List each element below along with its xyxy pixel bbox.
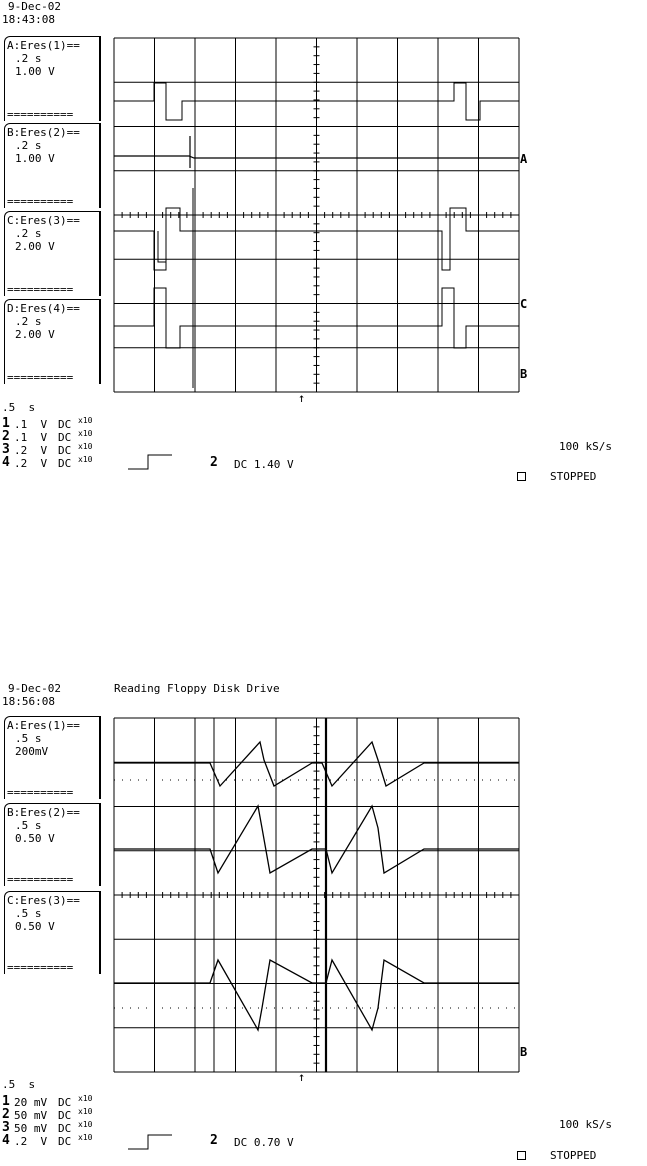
trace-panel-separator: ==========	[7, 873, 74, 886]
trace-tag-b: B	[520, 1045, 528, 1059]
trigger-channel: 2	[210, 1133, 218, 1148]
trace-panel-header: A:Eres(1)==	[7, 719, 80, 732]
channel-coupling: DC	[58, 418, 72, 431]
trace-panel-time: .5 s	[15, 907, 42, 920]
channel-scale: .2 V	[14, 457, 48, 470]
probe-factor: x10	[78, 1133, 93, 1142]
waveform-display[interactable]	[114, 38, 519, 392]
capture-title: Reading Floppy Disk Drive	[114, 682, 280, 695]
trace-tag-b: B	[520, 367, 528, 381]
trigger-level: DC 0.70 V	[234, 1136, 294, 1149]
trace-panel-time: .2 s	[15, 315, 42, 328]
trace-panel-volts: 0.50 V	[15, 832, 55, 845]
trace-tag-c: C	[520, 297, 528, 311]
trigger-arrow-icon: ↑	[298, 391, 306, 405]
trigger-edge-icon	[128, 452, 172, 472]
trace-panel-header: B:Eres(2)==	[7, 806, 80, 819]
channel-scale: .2 V	[14, 444, 48, 457]
waveform-display[interactable]	[114, 718, 519, 1072]
timebase: .5 s	[2, 401, 36, 414]
trace-panel-b[interactable]	[4, 123, 101, 208]
trace-panel-header: C:Eres(3)==	[7, 894, 80, 907]
channel-number: 2	[2, 429, 10, 444]
trigger-level: DC 1.40 V	[234, 458, 294, 471]
trigger-edge-icon	[128, 1132, 172, 1152]
capture-date: 9-Dec-02	[8, 0, 61, 13]
probe-factor: x10	[78, 1107, 93, 1116]
trace-panel-volts: 2.00 V	[15, 328, 55, 341]
trace-tag-a: A	[520, 152, 528, 166]
probe-factor: x10	[78, 429, 93, 438]
trace-panel-volts: 0.50 V	[15, 920, 55, 933]
channel-scale: .2 V	[14, 1135, 48, 1148]
sample-rate: 100 kS/s	[559, 440, 612, 453]
trace-panel-c[interactable]	[4, 211, 101, 296]
channel-scale: 20 mV	[14, 1096, 48, 1109]
trace-panel-header: D:Eres(4)==	[7, 302, 80, 315]
channel-scale: 50 mV	[14, 1122, 48, 1135]
channel-scale: .1 V	[14, 431, 48, 444]
capture-time: 18:56:08	[2, 695, 55, 708]
probe-factor: x10	[78, 1094, 93, 1103]
capture-time: 18:43:08	[2, 13, 55, 26]
graticule	[114, 38, 519, 392]
trace-panel-time: .5 s	[15, 819, 42, 832]
probe-factor: x10	[78, 442, 93, 451]
channel-number: 3	[2, 442, 10, 457]
channel-coupling: DC	[58, 1122, 72, 1135]
graticule	[114, 718, 519, 1072]
probe-factor: x10	[78, 1120, 93, 1129]
trace-panel-header: A:Eres(1)==	[7, 39, 80, 52]
stop-checkbox[interactable]	[517, 1151, 526, 1160]
trace-panel-separator: ==========	[7, 283, 74, 296]
channel-coupling: DC	[58, 1109, 72, 1122]
trace-panel-d[interactable]	[4, 299, 101, 384]
channel-scale: 50 mV	[14, 1109, 48, 1122]
channel-coupling: DC	[58, 457, 72, 470]
channel-number: 1	[2, 416, 10, 431]
trigger-channel: 2	[210, 455, 218, 470]
probe-factor: x10	[78, 455, 93, 464]
sample-rate: 100 kS/s	[559, 1118, 612, 1131]
channel-coupling: DC	[58, 444, 72, 457]
channel-number: 3	[2, 1120, 10, 1135]
trace-panel-header: C:Eres(3)==	[7, 214, 80, 227]
channel-number: 4	[2, 455, 10, 470]
trace-panel-a[interactable]	[4, 716, 101, 799]
trigger-arrow-icon: ↑	[298, 1070, 306, 1084]
trace-panel-time: .5 s	[15, 732, 42, 745]
trace-panel-volts: 2.00 V	[15, 240, 55, 253]
trace-panel-b[interactable]	[4, 803, 101, 886]
acquisition-status: STOPPED	[550, 1149, 597, 1162]
probe-factor: x10	[78, 416, 93, 425]
trace-panel-separator: ==========	[7, 108, 74, 121]
trace-panel-a[interactable]	[4, 36, 101, 121]
trace-panel-header: B:Eres(2)==	[7, 126, 80, 139]
trace-panel-separator: ==========	[7, 961, 74, 974]
timebase: .5 s	[2, 1078, 36, 1091]
trace-panel-time: .2 s	[15, 139, 42, 152]
channel-coupling: DC	[58, 1135, 72, 1148]
trace-panel-volts: 1.00 V	[15, 65, 55, 78]
channel-number: 2	[2, 1107, 10, 1122]
channel-coupling: DC	[58, 1096, 72, 1109]
acquisition-status: STOPPED	[550, 470, 597, 483]
capture-date: 9-Dec-02	[8, 682, 61, 695]
channel-coupling: DC	[58, 431, 72, 444]
trace-panel-volts: 200mV	[15, 745, 49, 758]
channel-scale: .1 V	[14, 418, 48, 431]
trace-panel-separator: ==========	[7, 371, 74, 384]
trace-panel-volts: 1.00 V	[15, 152, 55, 165]
trace-panel-time: .2 s	[15, 227, 42, 240]
stop-checkbox[interactable]	[517, 472, 526, 481]
trace-panel-separator: ==========	[7, 786, 74, 799]
trace-panel-separator: ==========	[7, 195, 74, 208]
channel-number: 4	[2, 1133, 10, 1148]
trace-panel-c[interactable]	[4, 891, 101, 974]
channel-number: 1	[2, 1094, 10, 1109]
trace-panel-time: .2 s	[15, 52, 42, 65]
